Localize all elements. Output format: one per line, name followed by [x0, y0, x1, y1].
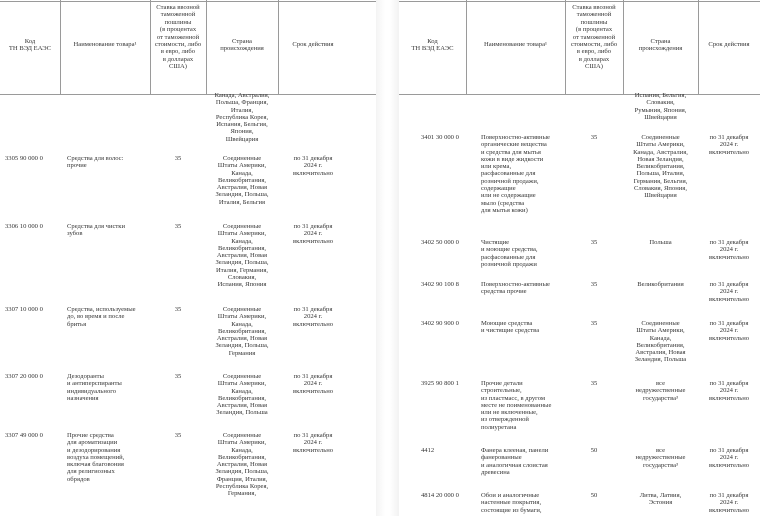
- row-country: Соединенные Штаты Америки, Канада, Великобритания, Австралия, Новая Зеландия, Польша, Италия, Бельгия: [215, 155, 269, 206]
- row-country: все недружественные государства³: [635, 447, 686, 469]
- left-page: [0, 0, 376, 516]
- row-name: Средства для волос: прочие: [67, 155, 124, 170]
- row-country: Литва, Латвия, Эстония: [639, 492, 682, 507]
- row-country: Великобритания: [637, 281, 684, 288]
- continuation-country: Испания, Бельгия, Словакия, Румыния, Япония, Швейцария: [634, 92, 687, 121]
- header-code: Код ТН ВЭД ЕАЭС: [8, 38, 52, 53]
- row-period: по 31 декабря 2024 г. включительно: [708, 380, 750, 402]
- page-gutter: [376, 0, 399, 516]
- row-rate: 35: [174, 223, 182, 230]
- row-code: 4412: [421, 447, 435, 454]
- row-country: Соединенные Штаты Америки, Канада, Великобритания, Австралия, Новая Зеландия, Польша, Италия, Германия, Словакия, Испания, Япония: [215, 223, 269, 289]
- row-name: Поверхностно-активные средства прочие: [481, 281, 550, 296]
- row-name: Средства для чистки зубов: [67, 223, 126, 238]
- row-country: Соединенные Штаты Америки, Канада, Австралия, Новая Зеландия, Великобритания, Польша, Италия, Германия, Бельгия, Словакия, Япония, Швейцария: [633, 134, 688, 200]
- row-code: 3402 90 100 8: [421, 281, 459, 288]
- row-code: 4814 20 000 0: [421, 492, 459, 499]
- header-name: Наименование товара¹: [484, 41, 547, 48]
- row-name: Поверхностно-активные органические вещества и средства для мытья кожи в виде жидкости или крема, расфасованные для розничной продажи, содержащие или не содержащие мыло (средства для мытья кожи): [481, 134, 550, 214]
- row-country: Польша: [649, 239, 672, 246]
- row-rate: 50: [590, 492, 598, 499]
- row-rate: 35: [590, 281, 598, 288]
- row-name: Прочие детали строительные, из пластмасс, в другом месте не поименованные или не включенные, из отвержденной полиуретана: [481, 380, 552, 431]
- header-period: Срок действия: [292, 41, 334, 48]
- header-top-rule: [0, 1, 376, 2]
- row-rate: 35: [590, 134, 598, 141]
- row-period: по 31 декабря 2024 г. включительно: [292, 306, 334, 328]
- row-rate: 35: [174, 373, 182, 380]
- right-page: [399, 0, 760, 516]
- row-name: Средства, используемые до, во время и после бритья: [67, 306, 136, 328]
- header-country: Страна происхождения: [220, 38, 264, 53]
- row-code: 3307 10 000 0: [5, 306, 43, 313]
- row-code: 3307 20 000 0: [5, 373, 43, 380]
- row-name: Дезодоранты и антиперспиранты индивидуального назначения: [67, 373, 122, 402]
- row-country: Соединенные Штаты Америки, Канада, Великобритания, Австралия, Новая Зеландия, Польша: [634, 320, 687, 364]
- row-rate: 35: [590, 380, 598, 387]
- row-code: 3925 90 800 1: [421, 380, 459, 387]
- row-code: 3306 10 000 0: [5, 223, 43, 230]
- header-period: Срок действия: [708, 41, 750, 48]
- row-name: Фанера клееная, панели фанерованные и аналогичная слоистая древесина: [481, 447, 549, 476]
- row-rate: 35: [174, 155, 182, 162]
- row-country: Соединенные Штаты Америки, Канада, Великобритания, Австралия, Новая Зеландия, Польша, Германия: [215, 306, 269, 357]
- header-code: Код ТН ВЭД ЕАЭС: [411, 38, 454, 53]
- row-country: Соединенные Штаты Америки, Канада, Великобритания, Австралия, Новая Зеландия, Польша, Франция, Италия, Республика Корея, Германия,: [215, 432, 269, 498]
- row-name: Обои и аналогичные настенные покрытия, состоящие из бумаги,: [481, 492, 542, 514]
- row-name: Прочие средства для ароматизации и дезодорирования воздуха помещений, включая благовония для религиозных обрядов: [67, 432, 125, 483]
- row-rate: 35: [174, 432, 182, 439]
- header-bottom-rule: [0, 94, 376, 95]
- row-code: 3307 49 000 0: [5, 432, 43, 439]
- row-period: по 31 декабря 2024 г. включительно: [708, 447, 750, 469]
- continuation-country: Канада, Австралия, Польша, Франция, Италия, Республика Корея, Испания, Бельгия, Япония, Швейцария: [214, 92, 270, 143]
- row-rate: 35: [174, 306, 182, 313]
- row-period: по 31 декабря 2024 г. включительно: [708, 239, 750, 261]
- row-period: по 31 декабря 2024 г. включительно: [292, 223, 334, 245]
- row-period: по 31 декабря 2024 г. включительно: [292, 432, 334, 454]
- row-rate: 35: [590, 320, 598, 327]
- row-period: по 31 декабря 2024 г. включительно: [292, 373, 334, 395]
- row-name: Моющие средства и чистящие средства: [481, 320, 540, 335]
- row-period: по 31 декабря 2024 г. включительно: [708, 134, 750, 156]
- row-code: 3401 30 000 0: [421, 134, 459, 141]
- row-country: все недружественные государства³: [635, 380, 686, 402]
- header-country: Страна происхождения: [638, 38, 683, 53]
- header-name: Наименование товара¹: [73, 41, 137, 48]
- row-period: по 31 декабря 2024 г. включительно: [708, 492, 750, 514]
- row-code: 3402 50 000 0: [421, 239, 459, 246]
- row-code: 3305 90 000 0: [5, 155, 43, 162]
- row-period: по 31 декабря 2024 г. включительно: [292, 155, 334, 177]
- row-name: Чистящие и моющие средства, расфасованные для розничной продажи: [481, 239, 538, 268]
- row-rate: 50: [590, 447, 598, 454]
- header-rate: Ставка ввозной таможенной пошлины (в процентах от таможенной стоимости, либо в евро, либо в долларах США): [570, 4, 618, 71]
- row-period: по 31 декабря 2024 г. включительно: [708, 320, 750, 342]
- header-bottom-rule: [399, 94, 760, 95]
- row-rate: 35: [590, 239, 598, 246]
- row-period: по 31 декабря 2024 г. включительно: [708, 281, 750, 303]
- header-top-rule: [399, 1, 760, 2]
- row-country: Соединенные Штаты Америки, Канада, Великобритания, Австралия, Новая Зеландия, Польша: [216, 373, 268, 417]
- header-rate: Ставка ввозной таможенной пошлины (в процентах от таможенной стоимости, либо в евро, либо в долларах США): [154, 4, 202, 71]
- row-code: 3402 90 900 0: [421, 320, 459, 327]
